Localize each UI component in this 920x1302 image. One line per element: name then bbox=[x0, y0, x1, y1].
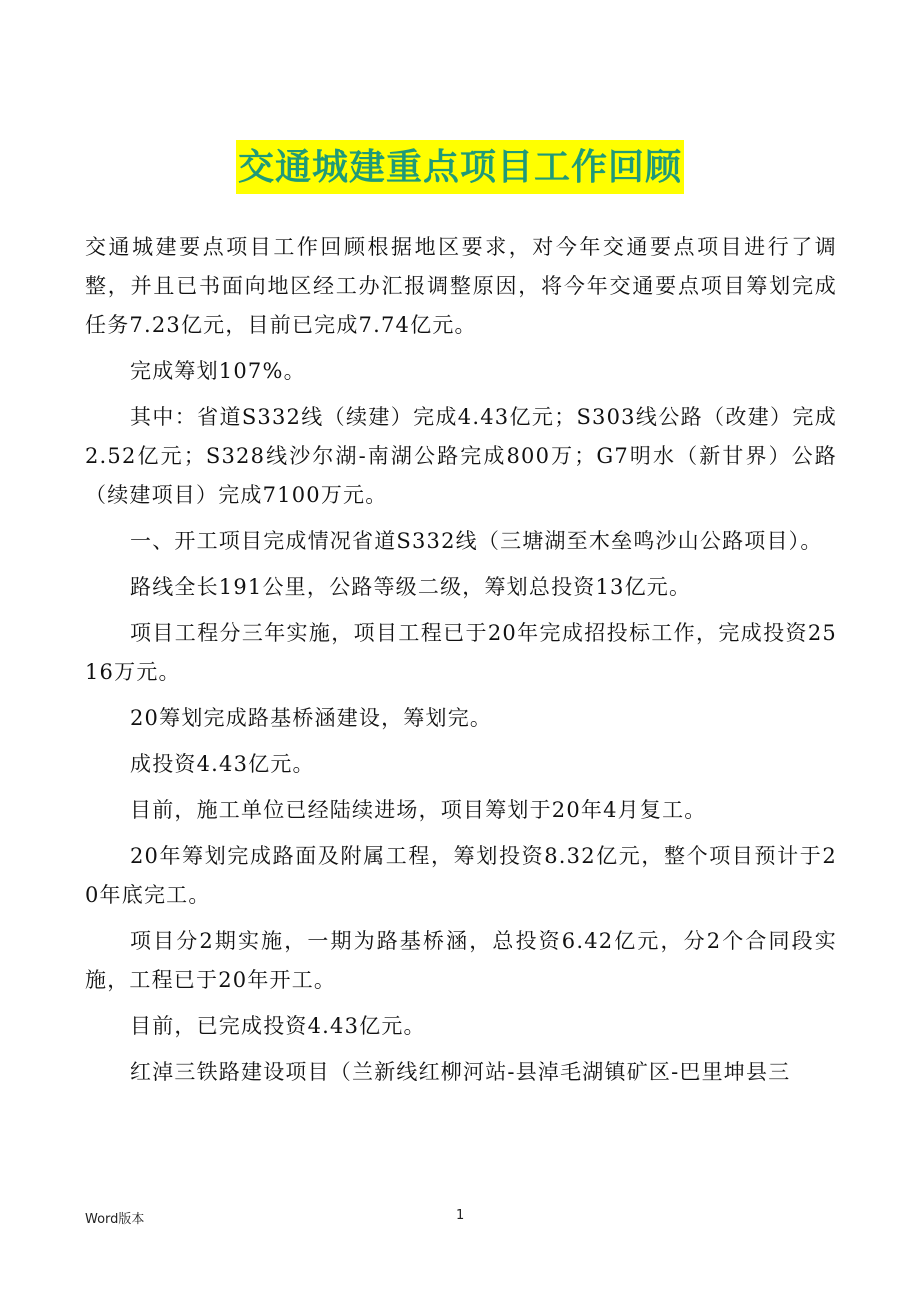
paragraph: 目前，施工单位已经陆续进场，项目筹划于20年4月复工。 bbox=[130, 798, 707, 822]
paragraph: 一、开工项目完成情况省道S332线（三塘湖至木垒鸣沙山公路项目）。 bbox=[130, 529, 823, 553]
document-body bbox=[85, 228, 837, 1099]
title-container bbox=[0, 140, 920, 194]
paragraph: 20年筹划完成路面及附属工程，筹划投资8.32亿元，整个项目预计于20年底完工。 bbox=[85, 844, 837, 907]
paragraph: 交通城建要点项目工作回顾根据地区要求，对今年交通要点项目进行了调整，并且已书面向地区经工办汇报调整原因，将今年交通要点项目筹划完成任务7.23亿元，目前已完成7.74亿元。 bbox=[85, 235, 837, 337]
paragraph: 项目分2期实施，一期为路基桥涵，总投资6.42亿元，分2个合同段实施，工程已于20年开工。 bbox=[85, 929, 837, 992]
document-title: 交通城建重点项目工作回顾 bbox=[236, 140, 684, 194]
paragraph: 20筹划完成路基桥涵建设，筹划完。 bbox=[130, 706, 493, 730]
paragraph: 项目工程分三年实施，项目工程已于20年完成招投标工作，完成投资2516万元。 bbox=[85, 621, 837, 684]
footer-label: Word版本 bbox=[85, 1212, 145, 1227]
paragraph: 完成筹划107%。 bbox=[130, 359, 306, 383]
page-number: 1 bbox=[456, 1208, 465, 1223]
paragraph: 目前，已完成投资4.43亿元。 bbox=[130, 1014, 426, 1038]
paragraph: 红淖三铁路建设项目（兰新线红柳河站-县淖毛湖镇矿区-巴里坤县三 bbox=[130, 1060, 791, 1084]
paragraph: 成投资4.43亿元。 bbox=[130, 752, 315, 776]
paragraph: 其中：省道S332线（续建）完成4.43亿元；S303线公路（改建）完成2.52亿元；S328线沙尔湖-南湖公路完成800万；G7明水（新甘界）公路（续建项目）完成7100万元。 bbox=[85, 405, 837, 507]
paragraph: 路线全长191公里，公路等级二级，筹划总投资13亿元。 bbox=[130, 575, 692, 599]
